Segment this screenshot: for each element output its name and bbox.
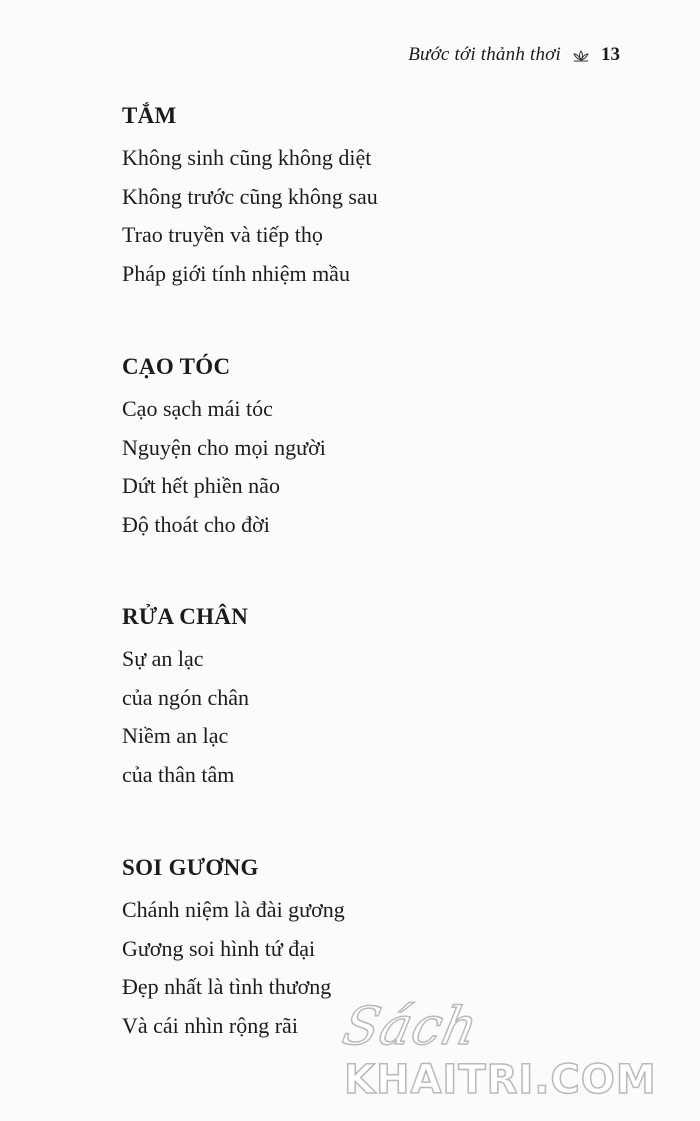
poem-line: Độ thoát cho đời	[122, 511, 270, 537]
watermark-logo	[337, 997, 684, 1107]
poem-line: Cạo sạch mái tóc	[122, 396, 273, 421]
watermark-brand: KHAITRI.COM	[344, 1057, 657, 1103]
poem-line: của ngón chân	[122, 684, 250, 710]
poem-line: Dứt hết phiền não	[122, 473, 280, 498]
poem-line: Và cái nhìn rộng rãi	[122, 1012, 298, 1038]
running-title: Bước tới thảnh thơi	[408, 44, 561, 65]
poem-line: Niềm an lạc	[122, 723, 229, 748]
lotus-icon	[571, 48, 591, 62]
watermark-script: Sách	[337, 997, 484, 1057]
poem-line: Gương soi hình tứ đại	[122, 935, 316, 961]
poem-line: của thân tâm	[122, 761, 235, 787]
poem-line: Không sinh cũng không diệt	[122, 145, 372, 170]
poem-title: SOI GƯƠNG	[122, 855, 259, 880]
poem-cao-toc	[122, 352, 326, 544]
poem-line: Sự an lạc	[122, 646, 204, 671]
running-header	[408, 44, 620, 66]
poem-line: Chánh niệm là đài gương	[122, 897, 345, 922]
poem-line: Nguyện cho mọi người	[122, 434, 326, 460]
poem-title: RỬA CHÂN	[122, 604, 249, 629]
poem-line: Trao truyền và tiếp thọ	[122, 222, 323, 247]
poem-line: Pháp giới tính nhiệm mầu	[122, 260, 350, 286]
poem-rua-chan	[122, 602, 249, 794]
poem-line: Không trước cũng không sau	[122, 183, 378, 209]
poem-title: CẠO TÓC	[122, 354, 231, 379]
poem-soi-guong	[122, 853, 345, 1045]
page-number: 13	[601, 44, 620, 65]
poem-title: TẮM	[122, 103, 177, 128]
poem-line: Đẹp nhất là tình thương	[122, 974, 332, 999]
poem-tam	[122, 101, 378, 293]
